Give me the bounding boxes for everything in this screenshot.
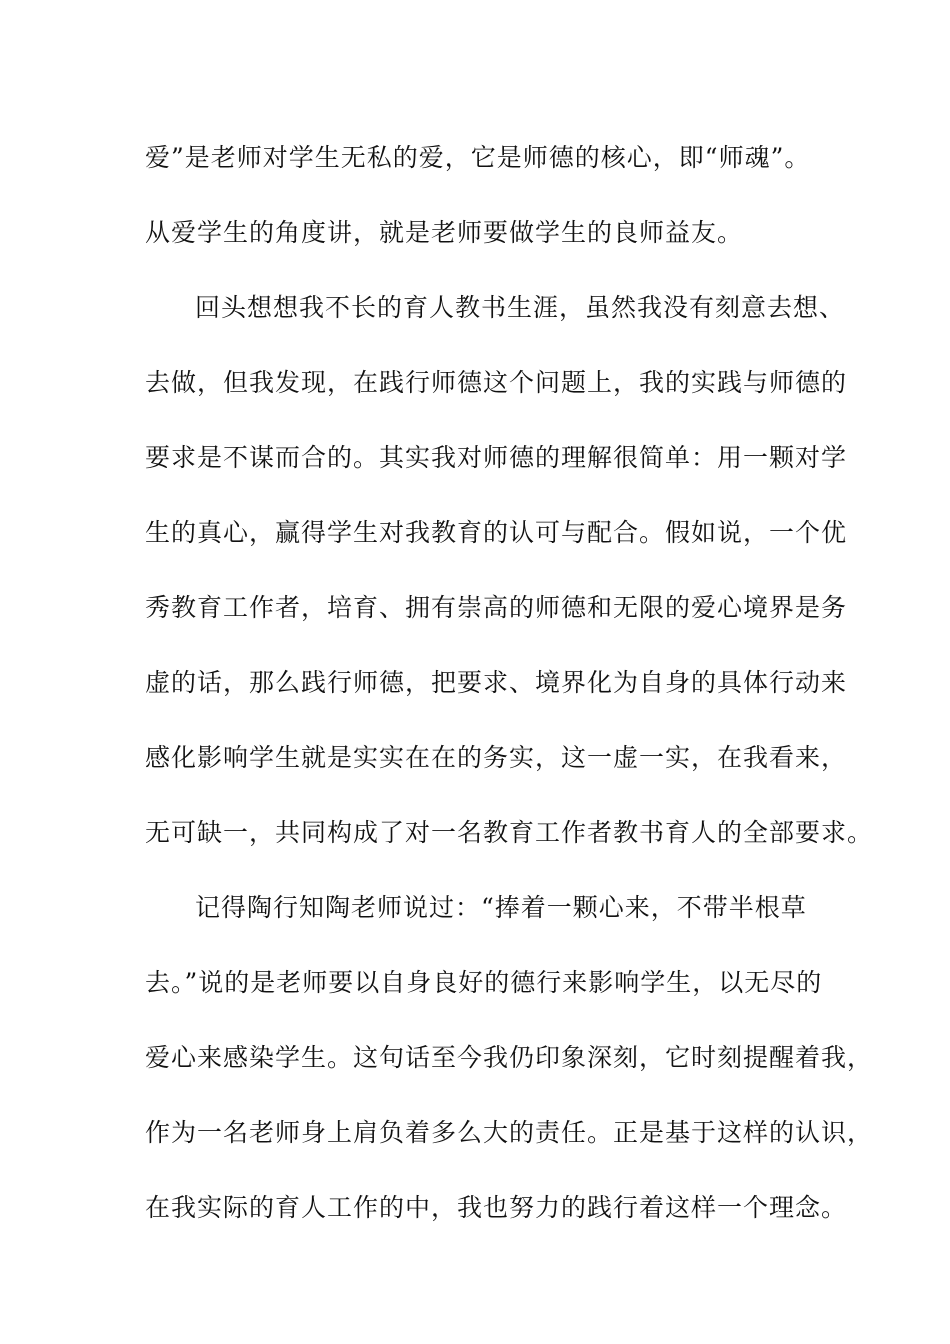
paragraph-start-line: 回头想想我不长的育人教书生涯，虽然我没有刻意去想、 [195, 293, 846, 322]
text-line: 爱”是老师对学生无私的爱，它是师德的核心，即“师魂”。 [145, 143, 811, 172]
text-line: 生的真心，赢得学生对我教育的认可与配合。假如说，一个优 [145, 518, 848, 547]
text-line: 在我实际的育人工作的中，我也努力的践行着这样一个理念。 [145, 1193, 848, 1222]
text-line: 从爱学生的角度讲，就是老师要做学生的良师益友。 [145, 218, 744, 247]
body-text [145, 120, 874, 1245]
paragraph-start-line: 记得陶行知陶老师说过：“捧着一颗心来，不带半根草 [195, 893, 807, 922]
text-line: 秀教育工作者，培育、拥有崇高的师德和无限的爱心境界是务 [145, 593, 848, 622]
text-line: 无可缺一，共同构成了对一名教育工作者教书育人的全部要求。 [145, 818, 874, 847]
text-line: 要求是不谋而合的。其实我对师德的理解很简单：用一颗对学 [145, 443, 848, 472]
text-line: 虚的话，那么践行师德，把要求、境界化为自身的具体行动来 [145, 668, 848, 697]
text-line: 感化影响学生就是实实在在的务实，这一虚一实，在我看来， [145, 743, 848, 772]
text-line: 去。”说的是老师要以自身良好的德行来影响学生，以无尽的 [145, 968, 823, 997]
text-line: 去做，但我发现，在践行师德这个问题上，我的实践与师德的 [145, 368, 848, 397]
text-line: 作为一名老师身上肩负着多么大的责任。正是基于这样的认识， [145, 1118, 874, 1147]
text-line: 爱心来感染学生。这句话至今我仍印象深刻，它时刻提醒着我， [145, 1043, 874, 1072]
